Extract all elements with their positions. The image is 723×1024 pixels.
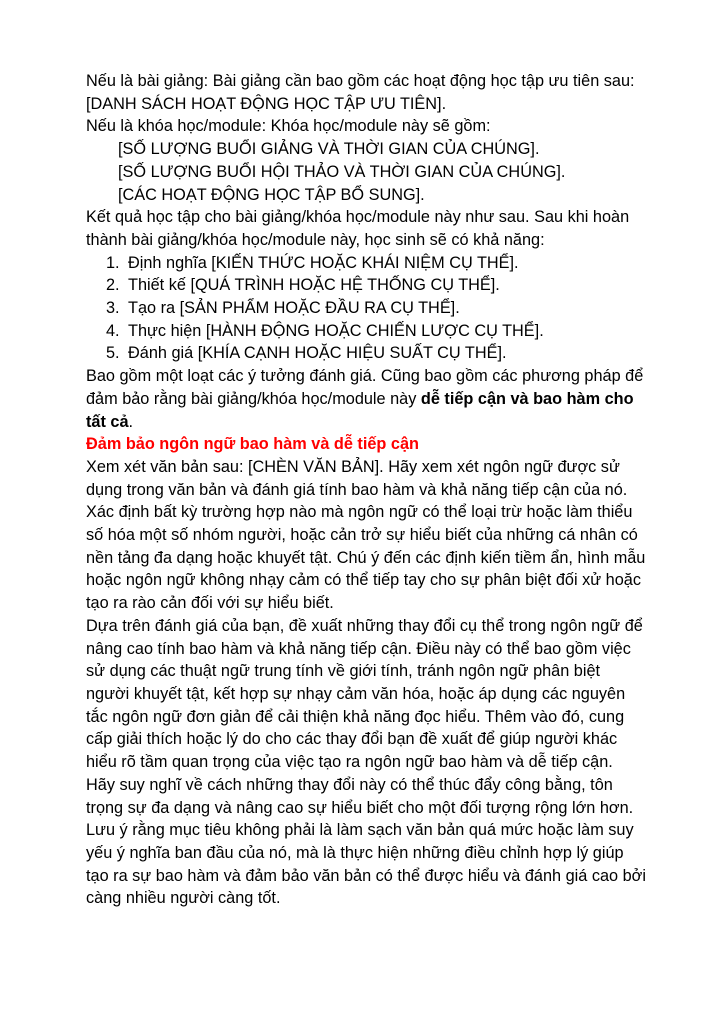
assessment-bold-text: dễ tiếp cận và bao hàm cho tất cả bbox=[86, 389, 634, 431]
section-heading: Đảm bảo ngôn ngữ bao hàm và dễ tiếp cận bbox=[86, 435, 419, 454]
course-item-additional: [CÁC HOẠT ĐỘNG HỌC TẬP BỔ SUNG]. bbox=[118, 185, 425, 204]
outcomes-list bbox=[86, 252, 646, 366]
course-item-workshops: [SỐ LƯỢNG BUỔI HỘI THẢO VÀ THỜI GIAN CỦA CHÚNG]. bbox=[118, 162, 566, 181]
document-page bbox=[86, 70, 646, 910]
course-item-sessions: [SỐ LƯỢNG BUỔI GIẢNG VÀ THỜI GIAN CỦA CHÚNG]. bbox=[118, 140, 540, 159]
section-paragraph-2: Dựa trên đánh giá của bạn, đề xuất những thay đổi cụ thể trong ngôn ngữ để nâng cao tính bao hàm và khả năng tiếp cận. Điều này có thể bao gồm việc sử dụng các thuật ngữ trung tính về giới tính, tránh ngôn ngữ phân biệt người khuyết tật, kết hợp sự nhạy cảm văn hóa, hoặc áp dụng các nguyên tắc ngôn ngữ đơn giản để cải thiện khả năng đọc hiểu. Thêm vào đó, cung cấp giải thích hoặc lý do cho các thay đổi bạn đề xuất để giúp người khác hiểu rõ tầm quan trọng của việc tạo ra ngôn ngữ bao hàm và dễ tiếp cận. Hãy suy nghĩ về cách những thay đổi này có thể thúc đẩy công bằng, tôn trọng sự đa dạng và nâng cao sự hiểu biết cho một đối tượng rộng lớn hơn. Lưu ý rằng mục tiêu không phải là làm sạch văn bản quá mức hoặc làm suy yếu ý nghĩa ban đầu của nó, mà là thực hiện những điều chỉnh hợp lý giúp tạo ra sự bao hàm và đảm bảo văn bản có thể được hiểu và đánh giá cao bởi càng nhiều người càng tốt. bbox=[86, 616, 646, 908]
outcome-text: Định nghĩa [KIẾN THỨC HOẶC KHÁI NIỆM CỤ THỂ]. bbox=[128, 253, 519, 272]
course-intro: Nếu là khóa học/module: Khóa học/module này sẽ gồm: bbox=[86, 117, 491, 136]
outcome-item: 5. Đánh giá [KHÍA CẠNH HOẶC HIỆU SUẤT CỤ THỂ]. bbox=[106, 344, 507, 363]
outcome-text: Đánh giá [KHÍA CẠNH HOẶC HIỆU SUẤT CỤ THỂ]. bbox=[128, 344, 507, 363]
outcome-item: 2. Thiết kế [QUÁ TRÌNH HOẶC HỆ THỐNG CỤ THỂ]. bbox=[106, 276, 500, 295]
outcomes-intro: Kết quả học tập cho bài giảng/khóa học/module này như sau. Sau khi hoàn thành bài giảng/khóa học/module này, học sinh sẽ có khả năng: bbox=[86, 208, 630, 249]
assessment-end: . bbox=[128, 412, 134, 431]
outcome-text: Tạo ra [SẢN PHẨM HOẶC ĐẦU RA CỤ THỂ]. bbox=[128, 299, 460, 318]
assessment-paragraph bbox=[86, 365, 646, 433]
outcome-item: 1. Định nghĩa [KIẾN THỨC HOẶC KHÁI NIỆM CỤ THỂ]. bbox=[106, 253, 519, 272]
outcome-item: 4. Thực hiện [HÀNH ĐỘNG HOẶC CHIẾN LƯỢC CỤ THỂ]. bbox=[106, 321, 544, 340]
lecture-paragraph: Nếu là bài giảng: Bài giảng cần bao gồm các hoạt động học tập ưu tiên sau: [DANH SÁCH HOẠT ĐỘNG HỌC TẬP ƯU TIÊN]. bbox=[86, 72, 635, 113]
assessment-text: Bao gồm một loạt các ý tưởng đánh giá. Cũng bao gồm các phương pháp để đảm bảo rằng bài giảng/khóa học/module này bbox=[86, 367, 644, 408]
outcome-text: Thực hiện [HÀNH ĐỘNG HOẶC CHIẾN LƯỢC CỤ THỂ]. bbox=[128, 321, 544, 340]
outcome-item: 3. Tạo ra [SẢN PHẨM HOẶC ĐẦU RA CỤ THỂ]. bbox=[106, 299, 460, 318]
outcome-text: Thiết kế [QUÁ TRÌNH HOẶC HỆ THỐNG CỤ THỂ]. bbox=[128, 276, 500, 295]
section-paragraph-1: Xem xét văn bản sau: [CHÈN VĂN BẢN]. Hãy xem xét ngôn ngữ được sử dụng trong văn bản và đánh giá tính bao hàm và khả năng tiếp cận của nó. Xác định bất kỳ trường hợp nào mà ngôn ngữ có thể loại trừ hoặc làm thiểu số hóa một số nhóm người, hoặc cản trở sự hiểu biết của những cá nhân có nền tảng đa dạng hoặc khuyết tật. Chú ý đến các định kiến tiềm ẩn, hình mẫu hoặc ngôn ngữ không nhạy cảm có thể tiếp tay cho sự phân biệt đối xử hoặc tạo ra rào cản đối với sự hiểu biết. bbox=[86, 457, 646, 613]
